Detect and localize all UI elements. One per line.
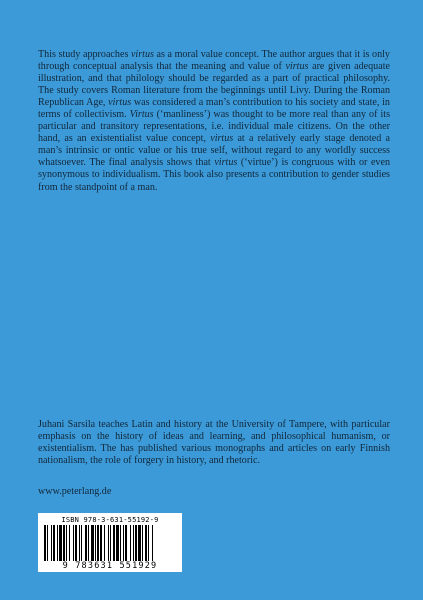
barcode-bar [85,525,87,561]
italic-term: Virtus [129,109,154,121]
barcode-bar [95,525,96,561]
book-description [38,49,390,194]
barcode-bar [88,525,89,561]
barcode-bar [63,525,65,561]
barcode-bar [113,525,115,561]
isbn-label: ISBN 978-3-631-55192-9 [61,516,159,524]
barcode-bar [53,525,55,561]
barcode-bar [59,525,62,561]
italic-term: virtus [210,133,234,145]
barcode-bar [145,525,147,561]
italic-term: virtus [214,157,238,169]
barcode-bar [100,525,102,561]
barcode-bar [104,525,105,561]
barcode-bar [73,525,74,561]
italic-term: virtus [130,49,154,60]
italic-term: virtus [108,97,132,109]
publisher-website[interactable]: www.peterlang.de [38,486,112,497]
italic-term: virtus [285,61,309,73]
isbn-barcode [38,513,182,572]
barcode-bar [51,525,52,561]
barcode-bar [79,525,80,561]
barcode-bar [91,525,94,561]
barcode-bar [47,525,48,561]
barcode-bar [130,525,131,561]
barcode-bar [125,525,127,561]
author-bio-text: Juhani Sarsila teaches Latin and history at the University of Tampere, with particular emphasis on the history of ideas and learning, and philosophical humanism, or existentialism. The has published various monographs and articles on early Finnish nationalism, the role of forgery in history, and rhetoric. [38,419,390,467]
barcode-bar [138,525,141,561]
barcode-bar [66,525,67,561]
barcode-bar [57,525,58,561]
ean-digits: 9 783631 551929 [62,561,158,571]
barcode-bar [142,525,143,561]
barcode-bar [135,525,137,561]
barcode-bar [123,525,124,561]
barcode-bar [97,525,99,561]
barcode-bar [116,525,119,561]
barcode-bar [108,525,109,561]
barcode-bar [75,525,77,561]
barcode-bar [152,525,153,561]
barcode-bar [110,525,111,561]
barcode-bar [69,525,70,561]
barcode-bar [44,525,46,561]
description-paragraph: This study approaches virtus as a moral value concept. The author argues that it is only through conceptual analysis that the meaning and value of virtus are given adequate illustration, and that philology should be regarded as a part of practical philosophy. The study covers Roman literature from the beginnings until Livy. During the Roman Republican Age, virtus was considered a man’s contribution to his society and state, in terms of collectivism. Virtus (‘manliness’) was thought to be more real than any of its particular and transitory representations, i.e. individual male citizens. On the other hand, as an existentialist value concept, virtus at a relatively early stage denoted a man’s intrinsic or ontic value or his true self, without regard to any worldly success whatsoever. The final analysis shows that virtus (‘virtue’) is congruous with or even synonymous to individualism. This book also presents a contribution to gender studies from the standpoint of a man. [38,49,391,193]
barcode-bar [148,525,149,561]
barcode-bar [120,525,121,561]
barcode-bar [81,525,82,561]
barcode-bar [133,525,134,561]
author-bio [38,419,390,467]
barcode-bars [42,525,178,561]
